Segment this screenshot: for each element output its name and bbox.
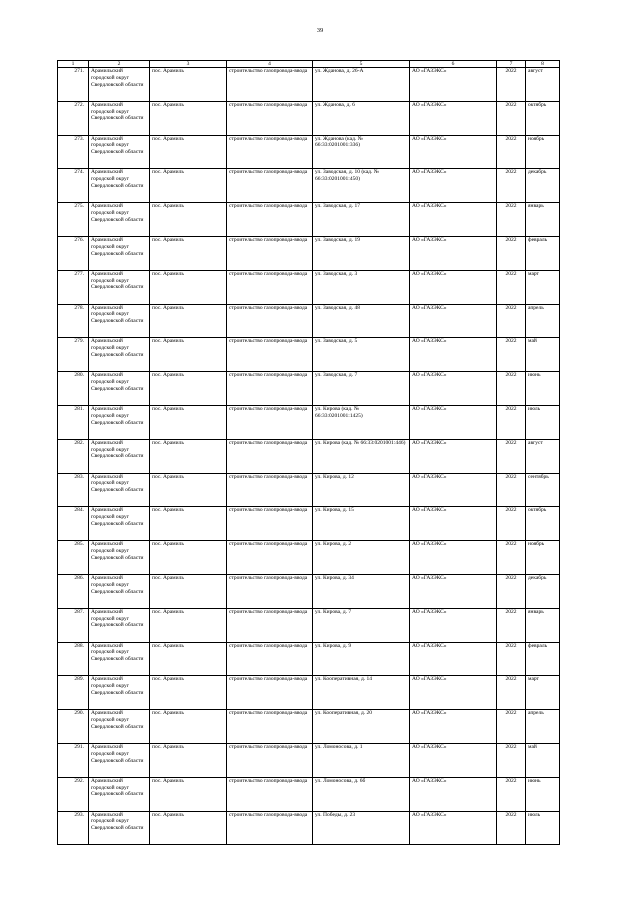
table-row (58, 68, 560, 102)
year-cell: 2022 (497, 743, 526, 777)
table-row (58, 676, 560, 710)
address-cell: ул. Победы, д. 23 (313, 811, 410, 845)
municipality-cell: Арамильский городской округ Свердловской области (89, 473, 150, 507)
row-number: 280. (58, 372, 89, 406)
table-row (58, 710, 560, 744)
row-number: 276. (58, 236, 89, 270)
work-type-cell: строительство газопровода-ввода (227, 507, 313, 541)
address-cell: ул. Жданова, д. 6 (313, 101, 410, 135)
address-cell: ул. Заводская, д. 48 (313, 304, 410, 338)
year-cell: 2022 (497, 68, 526, 102)
municipality-cell: Арамильский городской округ Свердловской области (89, 304, 150, 338)
column-header: 8 (526, 61, 560, 68)
municipality-cell: Арамильский городской округ Свердловской области (89, 811, 150, 845)
table-row (58, 777, 560, 811)
work-type-cell: строительство газопровода-ввода (227, 608, 313, 642)
municipality-cell: Арамильский городской округ Свердловской области (89, 203, 150, 237)
table-row (58, 439, 560, 473)
municipality-cell: Арамильский городской округ Свердловской области (89, 541, 150, 575)
column-header: 1 (58, 61, 89, 68)
column-header: 3 (150, 61, 227, 68)
year-cell: 2022 (497, 608, 526, 642)
table-row (58, 507, 560, 541)
table-row (58, 541, 560, 575)
executor-cell: АО «ГАЗЭКС» (410, 676, 497, 710)
month-cell: август (526, 439, 560, 473)
year-cell: 2022 (497, 405, 526, 439)
column-header: 6 (410, 61, 497, 68)
executor-cell: АО «ГАЗЭКС» (410, 473, 497, 507)
table-row (58, 405, 560, 439)
work-type-cell: строительство газопровода-ввода (227, 304, 313, 338)
year-cell: 2022 (497, 473, 526, 507)
year-cell: 2022 (497, 304, 526, 338)
executor-cell: АО «ГАЗЭКС» (410, 541, 497, 575)
address-cell: ул. Кирова (кад. № 66:33:0201001:1425) (313, 405, 410, 439)
executor-cell: АО «ГАЗЭКС» (410, 304, 497, 338)
table-row (58, 236, 560, 270)
month-cell: сентябрь (526, 473, 560, 507)
executor-cell: АО «ГАЗЭКС» (410, 608, 497, 642)
municipality-cell: Арамильский городской округ Свердловской области (89, 135, 150, 169)
address-cell: ул. Кирова, д. 2 (313, 541, 410, 575)
column-header: 4 (227, 61, 313, 68)
year-cell: 2022 (497, 541, 526, 575)
address-cell: ул. Жданова, д. 26-А (313, 68, 410, 102)
row-number: 271. (58, 68, 89, 102)
municipality-cell: Арамильский городской округ Свердловской области (89, 338, 150, 372)
address-cell: ул. Заводская, д. 19 (313, 236, 410, 270)
row-number: 275. (58, 203, 89, 237)
row-number: 285. (58, 541, 89, 575)
work-type-cell: строительство газопровода-ввода (227, 236, 313, 270)
work-type-cell: строительство газопровода-ввода (227, 743, 313, 777)
settlement-cell: пос. Арамиль (150, 676, 227, 710)
work-type-cell: строительство газопровода-ввода (227, 338, 313, 372)
address-cell: ул. Кирова, д. 9 (313, 642, 410, 676)
row-number: 283. (58, 473, 89, 507)
executor-cell: АО «ГАЗЭКС» (410, 439, 497, 473)
month-cell: апрель (526, 304, 560, 338)
address-cell: ул. Заводская, д. 7 (313, 372, 410, 406)
row-number: 273. (58, 135, 89, 169)
row-number: 277. (58, 270, 89, 304)
executor-cell: АО «ГАЗЭКС» (410, 372, 497, 406)
work-type-cell: строительство газопровода-ввода (227, 574, 313, 608)
executor-cell: АО «ГАЗЭКС» (410, 236, 497, 270)
table-row (58, 304, 560, 338)
municipality-cell: Арамильский городской округ Свердловской области (89, 743, 150, 777)
address-cell: ул. Заводская, д. 3 (313, 270, 410, 304)
column-number-row (58, 61, 560, 68)
municipality-cell: Арамильский городской округ Свердловской области (89, 608, 150, 642)
year-cell: 2022 (497, 642, 526, 676)
address-cell: ул. Жданова (кад. № 66:33:0201001:336) (313, 135, 410, 169)
year-cell: 2022 (497, 710, 526, 744)
table-row (58, 473, 560, 507)
executor-cell: АО «ГАЗЭКС» (410, 574, 497, 608)
municipality-cell: Арамильский городской округ Свердловской области (89, 270, 150, 304)
month-cell: ноябрь (526, 541, 560, 575)
row-number: 278. (58, 304, 89, 338)
address-cell: ул. Кирова, д. 34 (313, 574, 410, 608)
work-type-cell: строительство газопровода-ввода (227, 642, 313, 676)
year-cell: 2022 (497, 236, 526, 270)
work-type-cell: строительство газопровода-ввода (227, 203, 313, 237)
work-type-cell: строительство газопровода-ввода (227, 473, 313, 507)
row-number: 279. (58, 338, 89, 372)
row-number: 284. (58, 507, 89, 541)
year-cell: 2022 (497, 811, 526, 845)
table-row (58, 338, 560, 372)
row-number: 290. (58, 710, 89, 744)
table-row (58, 574, 560, 608)
work-type-cell: строительство газопровода-ввода (227, 270, 313, 304)
municipality-cell: Арамильский городской округ Свердловской области (89, 68, 150, 102)
work-type-cell: строительство газопровода-ввода (227, 372, 313, 406)
table-row (58, 811, 560, 845)
settlement-cell: пос. Арамиль (150, 405, 227, 439)
executor-cell: АО «ГАЗЭКС» (410, 743, 497, 777)
address-cell: ул. Ломоносова, д. 6б (313, 777, 410, 811)
settlement-cell: пос. Арамиль (150, 101, 227, 135)
executor-cell: АО «ГАЗЭКС» (410, 405, 497, 439)
month-cell: февраль (526, 642, 560, 676)
settlement-cell: пос. Арамиль (150, 777, 227, 811)
table-row (58, 270, 560, 304)
row-number: 272. (58, 101, 89, 135)
gasification-schedule-table (57, 60, 560, 845)
work-type-cell: строительство газопровода-ввода (227, 405, 313, 439)
executor-cell: АО «ГАЗЭКС» (410, 101, 497, 135)
table-row (58, 642, 560, 676)
year-cell: 2022 (497, 507, 526, 541)
executor-cell: АО «ГАЗЭКС» (410, 169, 497, 203)
month-cell: февраль (526, 236, 560, 270)
address-cell: ул. Кирова, д. 7 (313, 608, 410, 642)
settlement-cell: пос. Арамиль (150, 811, 227, 845)
year-cell: 2022 (497, 135, 526, 169)
month-cell: июль (526, 405, 560, 439)
executor-cell: АО «ГАЗЭКС» (410, 811, 497, 845)
month-cell: июль (526, 811, 560, 845)
row-number: 274. (58, 169, 89, 203)
month-cell: июнь (526, 777, 560, 811)
municipality-cell: Арамильский городской округ Свердловской области (89, 777, 150, 811)
row-number: 291. (58, 743, 89, 777)
work-type-cell: строительство газопровода-ввода (227, 811, 313, 845)
column-header: 7 (497, 61, 526, 68)
settlement-cell: пос. Арамиль (150, 608, 227, 642)
municipality-cell: Арамильский городской округ Свердловской области (89, 169, 150, 203)
municipality-cell: Арамильский городской округ Свердловской области (89, 236, 150, 270)
executor-cell: АО «ГАЗЭКС» (410, 270, 497, 304)
address-cell: ул. Кооперативная, д. 20 (313, 710, 410, 744)
table-row (58, 608, 560, 642)
work-type-cell: строительство газопровода-ввода (227, 676, 313, 710)
year-cell: 2022 (497, 439, 526, 473)
settlement-cell: пос. Арамиль (150, 270, 227, 304)
address-cell: ул. Заводская, д. 5 (313, 338, 410, 372)
month-cell: март (526, 676, 560, 710)
work-type-cell: строительство газопровода-ввода (227, 169, 313, 203)
page-number: 39 (316, 27, 324, 34)
year-cell: 2022 (497, 777, 526, 811)
municipality-cell: Арамильский городской округ Свердловской области (89, 574, 150, 608)
work-type-cell: строительство газопровода-ввода (227, 135, 313, 169)
settlement-cell: пос. Арамиль (150, 372, 227, 406)
month-cell: декабрь (526, 169, 560, 203)
month-cell: октябрь (526, 507, 560, 541)
municipality-cell: Арамильский городской округ Свердловской области (89, 676, 150, 710)
row-number: 286. (58, 574, 89, 608)
executor-cell: АО «ГАЗЭКС» (410, 710, 497, 744)
executor-cell: АО «ГАЗЭКС» (410, 338, 497, 372)
executor-cell: АО «ГАЗЭКС» (410, 507, 497, 541)
work-type-cell: строительство газопровода-ввода (227, 68, 313, 102)
table-row (58, 203, 560, 237)
month-cell: декабрь (526, 574, 560, 608)
municipality-cell: Арамильский городской округ Свердловской области (89, 372, 150, 406)
year-cell: 2022 (497, 574, 526, 608)
settlement-cell: пос. Арамиль (150, 642, 227, 676)
municipality-cell: Арамильский городской округ Свердловской области (89, 642, 150, 676)
work-type-cell: строительство газопровода-ввода (227, 541, 313, 575)
executor-cell: АО «ГАЗЭКС» (410, 135, 497, 169)
year-cell: 2022 (497, 101, 526, 135)
month-cell: октябрь (526, 101, 560, 135)
settlement-cell: пос. Арамиль (150, 203, 227, 237)
table-row (58, 372, 560, 406)
settlement-cell: пос. Арамиль (150, 304, 227, 338)
row-number: 288. (58, 642, 89, 676)
year-cell: 2022 (497, 270, 526, 304)
settlement-cell: пос. Арамиль (150, 743, 227, 777)
settlement-cell: пос. Арамиль (150, 710, 227, 744)
settlement-cell: пос. Арамиль (150, 473, 227, 507)
municipality-cell: Арамильский городской округ Свердловской области (89, 507, 150, 541)
month-cell: май (526, 743, 560, 777)
settlement-cell: пос. Арамиль (150, 439, 227, 473)
row-number: 289. (58, 676, 89, 710)
month-cell: июнь (526, 372, 560, 406)
work-type-cell: строительство газопровода-ввода (227, 439, 313, 473)
month-cell: апрель (526, 710, 560, 744)
row-number: 287. (58, 608, 89, 642)
settlement-cell: пос. Арамиль (150, 338, 227, 372)
table-row (58, 135, 560, 169)
year-cell: 2022 (497, 338, 526, 372)
settlement-cell: пос. Арамиль (150, 541, 227, 575)
year-cell: 2022 (497, 372, 526, 406)
month-cell: ноябрь (526, 135, 560, 169)
executor-cell: АО «ГАЗЭКС» (410, 642, 497, 676)
settlement-cell: пос. Арамиль (150, 135, 227, 169)
settlement-cell: пос. Арамиль (150, 507, 227, 541)
municipality-cell: Арамильский городской округ Свердловской области (89, 439, 150, 473)
municipality-cell: Арамильский городской округ Свердловской области (89, 101, 150, 135)
settlement-cell: пос. Арамиль (150, 236, 227, 270)
row-number: 293. (58, 811, 89, 845)
month-cell: январь (526, 608, 560, 642)
month-cell: январь (526, 203, 560, 237)
settlement-cell: пос. Арамиль (150, 169, 227, 203)
address-cell: ул. Кирова (кад. № 66:33:0201001:446) (313, 439, 410, 473)
work-type-cell: строительство газопровода-ввода (227, 101, 313, 135)
address-cell: ул. Заводская, д. 17 (313, 203, 410, 237)
table-row (58, 101, 560, 135)
month-cell: август (526, 68, 560, 102)
row-number: 282. (58, 439, 89, 473)
address-cell: ул. Заводская, д. 10 (кад. № 66:33:0201001:450) (313, 169, 410, 203)
address-cell: ул. Ломоносова, д. 1 (313, 743, 410, 777)
executor-cell: АО «ГАЗЭКС» (410, 68, 497, 102)
municipality-cell: Арамильский городской округ Свердловской области (89, 405, 150, 439)
work-type-cell: строительство газопровода-ввода (227, 710, 313, 744)
column-header: 5 (313, 61, 410, 68)
table-row (58, 169, 560, 203)
column-header: 2 (89, 61, 150, 68)
address-cell: ул. Кирова, д. 12 (313, 473, 410, 507)
settlement-cell: пос. Арамиль (150, 68, 227, 102)
work-type-cell: строительство газопровода-ввода (227, 777, 313, 811)
settlement-cell: пос. Арамиль (150, 574, 227, 608)
municipality-cell: Арамильский городской округ Свердловской области (89, 710, 150, 744)
table-row (58, 743, 560, 777)
address-cell: ул. Кирова, д. 15 (313, 507, 410, 541)
year-cell: 2022 (497, 203, 526, 237)
year-cell: 2022 (497, 676, 526, 710)
executor-cell: АО «ГАЗЭКС» (410, 777, 497, 811)
month-cell: март (526, 270, 560, 304)
executor-cell: АО «ГАЗЭКС» (410, 203, 497, 237)
month-cell: май (526, 338, 560, 372)
row-number: 292. (58, 777, 89, 811)
row-number: 281. (58, 405, 89, 439)
year-cell: 2022 (497, 169, 526, 203)
address-cell: ул. Кооперативная, д. 14 (313, 676, 410, 710)
